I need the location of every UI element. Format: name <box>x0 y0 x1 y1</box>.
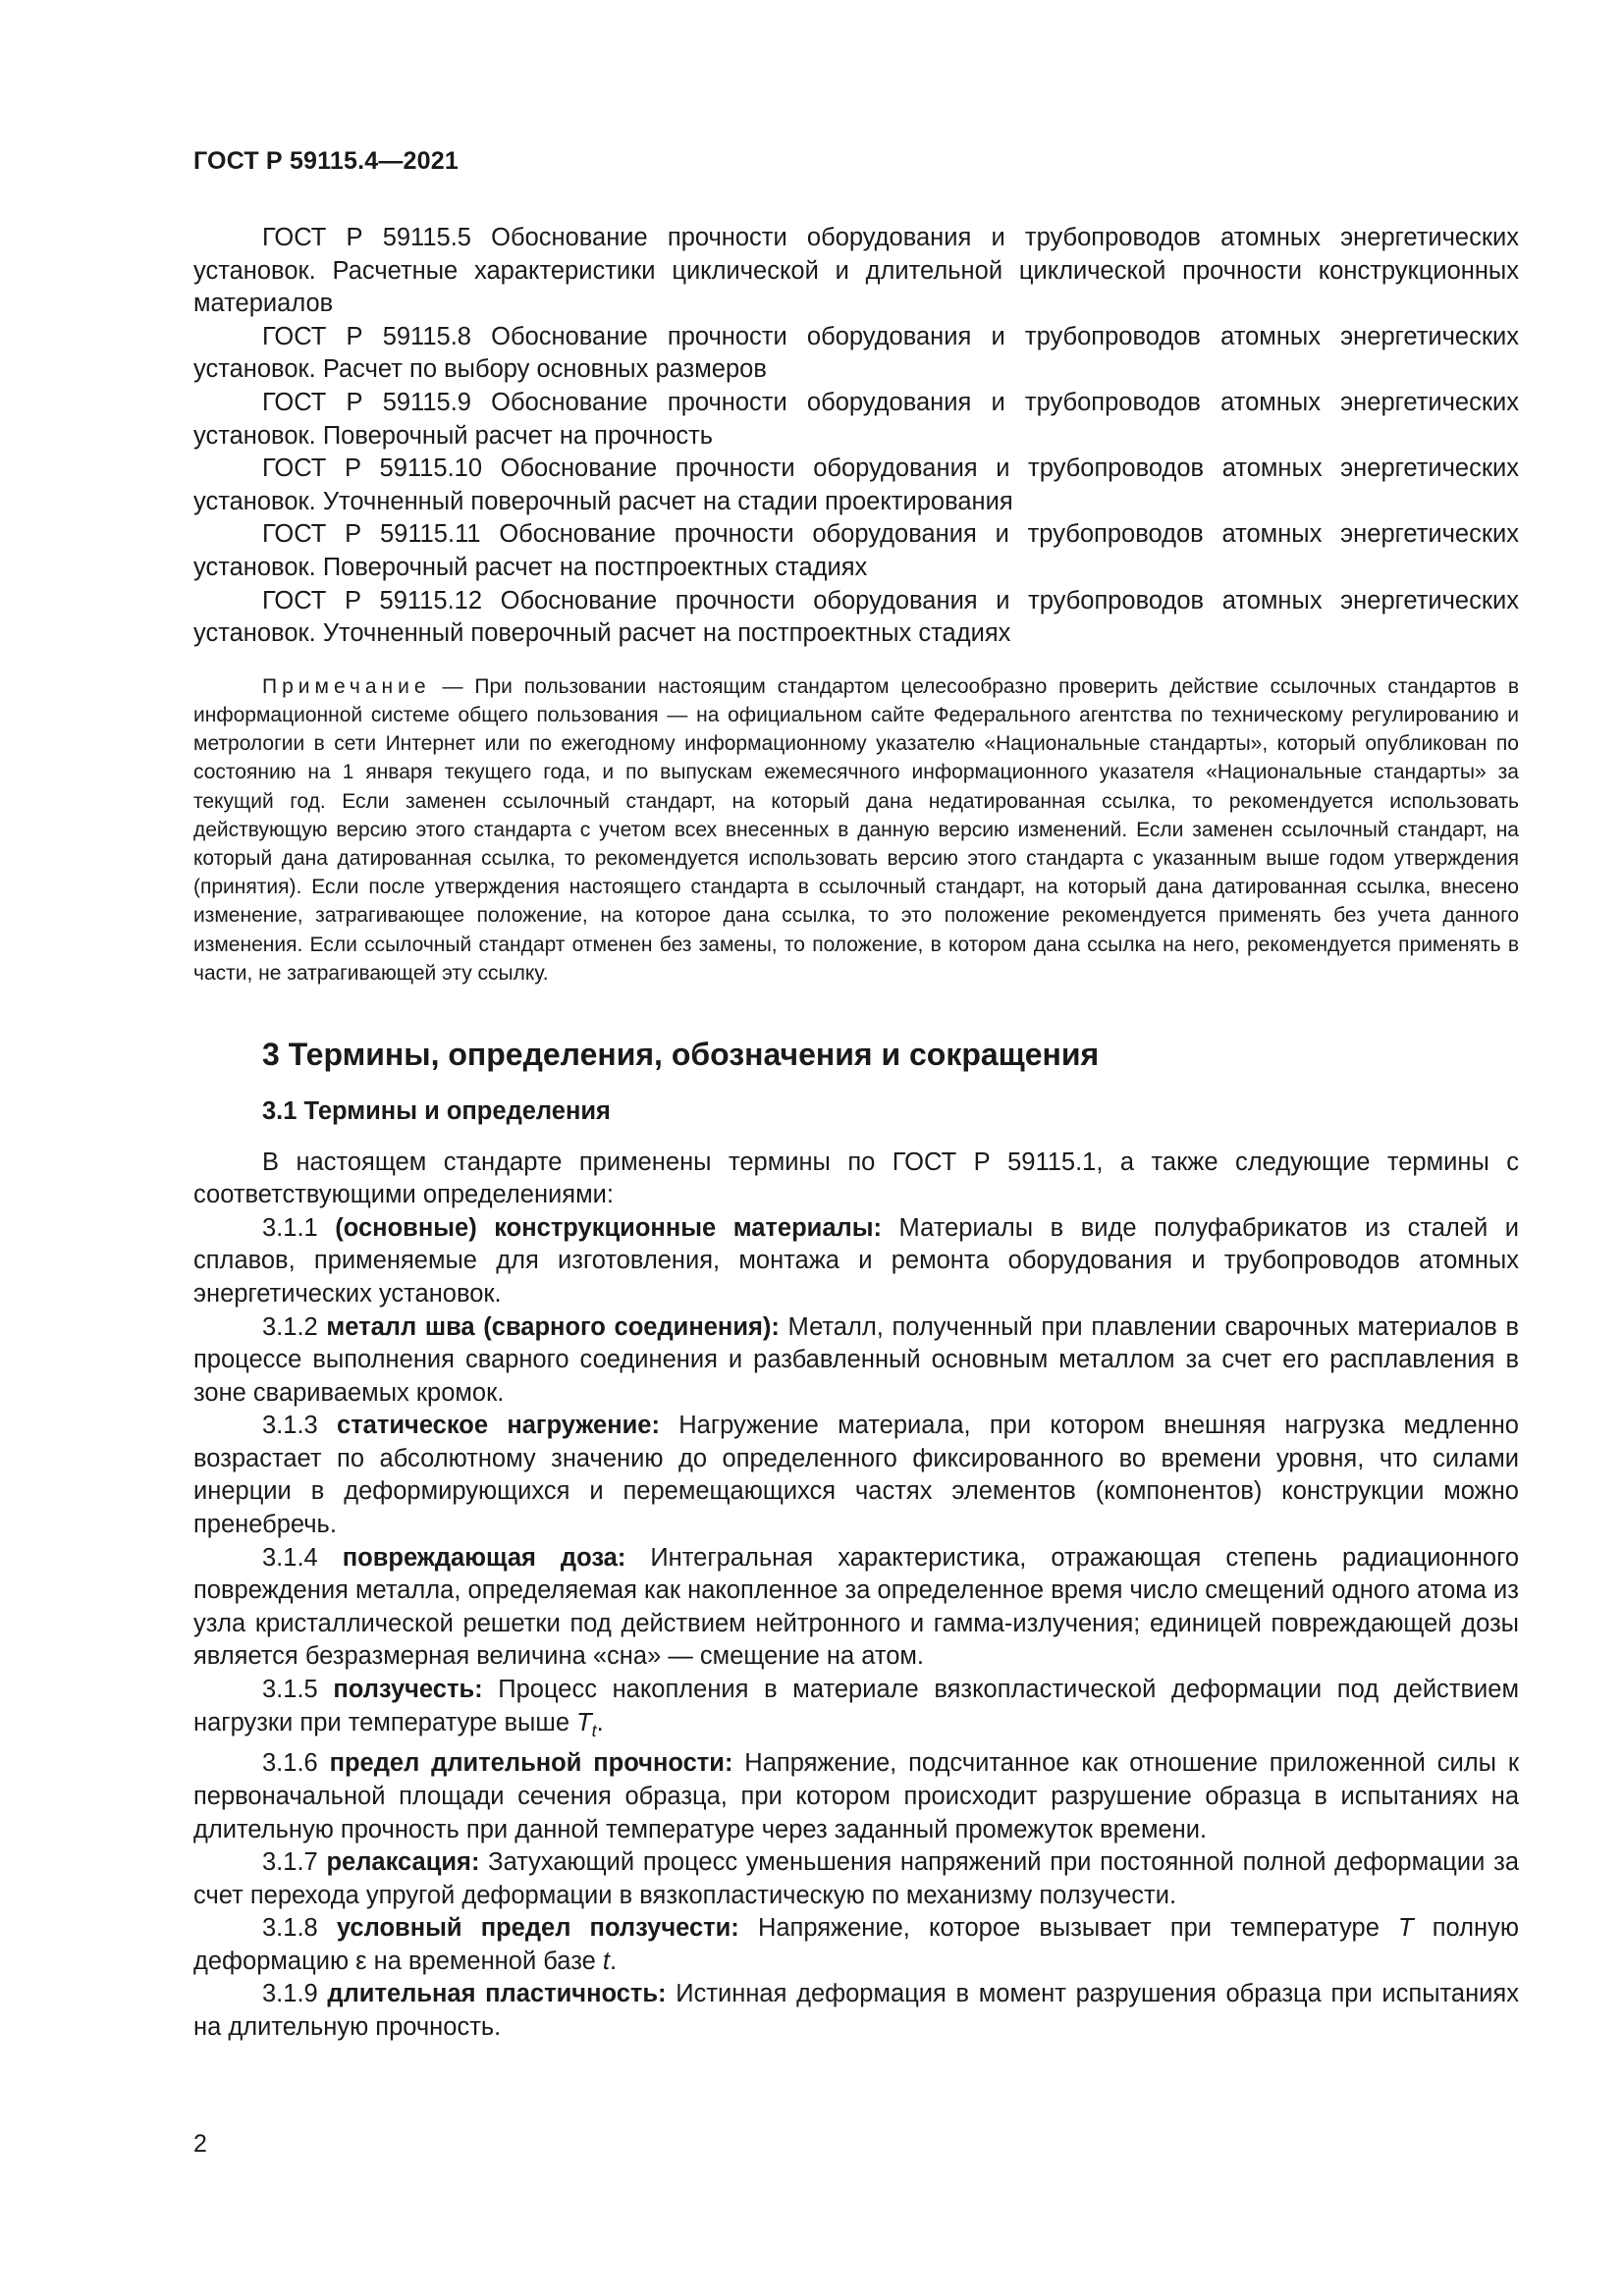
term-definition: Затухающий процесс уменьшения напряжений при постоянной полной деформации за счет перехода упругой деформации в вязкопластическую по механизму ползучести. <box>193 1848 1519 1909</box>
term-entry <box>193 1410 1519 1541</box>
term-number: 3.1.7 <box>262 1848 327 1877</box>
term-definition: Металл, полученный при плавлении сварочных материалов в процессе выполнения сварного соединения и разбавленный основным металлом за счет его расплавления в зоне свариваемых кромок. <box>193 1312 1519 1407</box>
term-definition: Напряжение, которое вызывает при температуре <box>738 1914 1399 1943</box>
term-number: 3.1.1 <box>262 1213 336 1242</box>
subsection-heading: 3.1 Термины и определения <box>262 1096 611 1125</box>
term-definition: Процесс накопления в материале вязкопластической деформации под действием нагрузки при температуре выше <box>193 1676 1519 1736</box>
term-name: релаксация: <box>326 1848 480 1877</box>
term-number: 3.1.2 <box>262 1312 327 1341</box>
term-definition-continued: полную деформацию ε на временной базе <box>193 1914 1519 1975</box>
term-name: предел длительной прочности: <box>329 1749 733 1778</box>
term-definition: Напряжение, подсчитанное как отношение приложенной силы к первоначальной площади сечения образца, при котором происходит разрушение образца в испытаниях на длительную прочность при данной температуре через заданный промежуток времени. <box>193 1749 1519 1843</box>
term-name: условный предел ползучести: <box>336 1914 739 1943</box>
term-name: ползучесть: <box>333 1676 483 1704</box>
reference-item: ГОСТ Р 59115.10 Обоснование прочности оборудования и трубопроводов атомных энергетических установок. Уточненный поверочный расчет на стадии проектирования <box>193 454 1519 515</box>
term-entry <box>193 1212 1519 1311</box>
reference-item: ГОСТ Р 59115.5 Обоснование прочности оборудования и трубопроводов атомных энергетических установок. Расчетные характеристики циклической и длительной циклической прочности конструкционных материалов <box>193 224 1519 318</box>
section-intro: В настоящем стандарте применены термины по ГОСТ Р 59115.1, а также следующие термины с соответствующими определениями: <box>193 1148 1519 1209</box>
reference-item: ГОСТ Р 59115.12 Обоснование прочности оборудования и трубопроводов атомных энергетических установок. Уточненный поверочный расчет на постпроектных стадиях <box>193 586 1519 648</box>
note-paragraph <box>193 672 1519 988</box>
note-text: — При пользовании настоящим стандартом целесообразно проверить действие ссылочных стандартов в информационной системе общего пользования — на официальном сайте Федерального агентства по техническому регулированию и метрологии в сети Интернет или по ежегодному информационному указателю «Национальные стандарты», который опубликован по состоянию на 1 января текущего года, и по выпускам ежемесячного информационного указателя «Национальные стандарты» за текущий год. Если заменен ссылочный стандарт, на который дана недатированная ссылка, то рекомендуется использовать действующую версию этого стандарта с учетом всех внесенных в данную версию изменений. Если заменен ссылочный стандарт, на который дана датированная ссылка, то рекомендуется использовать версию этого стандарта с указанным выше годом утверждения (принятия). Если после утверждения настоящего стандарта в ссылочный стандарт, на который дана датированная ссылка, внесено изменение, затрагивающее положение, на которое дана ссылка, то это положение рекомендуется применять без учета данного изменения. Если ссылочный стандарт отменен без замены, то положение, в котором дана ссылка на него, рекомендуется применять в части, не затрагивающей эту ссылку. <box>193 674 1519 985</box>
page-number: 2 <box>193 2130 207 2158</box>
term-name: статическое нагружение: <box>337 1412 660 1440</box>
reference-item: ГОСТ Р 59115.8 Обоснование прочности оборудования и трубопроводов атомных энергетических установок. Расчет по выбору основных размеров <box>193 322 1519 384</box>
term-number: 3.1.8 <box>262 1914 337 1943</box>
term-definition: Нагружение материала, при котором внешняя нагрузка медленно возрастает по абсолютному значению до определенного фиксированного во времени уровня, что силами инерции в деформирующихся и перемещающихся частях элементов (компонентов) конструкции можно пренебречь. <box>193 1412 1519 1539</box>
page-body <box>193 222 1519 2045</box>
term-number: 3.1.5 <box>262 1676 334 1704</box>
symbol-T: T <box>576 1708 592 1736</box>
term-entry <box>193 1311 1519 1411</box>
running-header: ГОСТ Р 59115.4—2021 <box>193 147 459 175</box>
term-entry <box>193 1846 1519 1912</box>
term-end: . <box>596 1708 604 1736</box>
term-entry <box>193 1542 1519 1674</box>
section-heading: 3 Термины, определения, обозначения и сокращения <box>262 1036 1100 1072</box>
term-entry <box>193 1674 1519 1747</box>
term-number: 3.1.3 <box>262 1412 338 1440</box>
term-definition: Интегральная характеристика, отражающая степень радиационного повреждения металла, определяемая как накопленное за определенное время число смещений одного атома из узла кристаллической решетки под действием нейтронного и гамма-излучения; единицей повреждающей дозы является безразмерная величина «сна» — смещение на атом. <box>193 1543 1519 1671</box>
term-end: . <box>609 1947 618 1975</box>
note-label: Примечание <box>262 674 431 698</box>
term-name: длительная пластичность: <box>327 1980 667 2008</box>
term-entry <box>193 1978 1519 2044</box>
term-number: 3.1.9 <box>262 1980 328 2008</box>
term-name: металл шва (сварного соединения): <box>326 1312 780 1341</box>
term-definition: Истинная деформация в момент разрушения образца при испытаниях на длительную прочность. <box>193 1980 1519 2042</box>
term-number: 3.1.6 <box>262 1749 330 1778</box>
term-entry <box>193 1747 1519 1846</box>
reference-list <box>193 222 1519 651</box>
term-number: 3.1.4 <box>262 1543 343 1572</box>
symbol-subscript-t: t <box>591 1720 597 1740</box>
symbol-T: T <box>1398 1914 1414 1943</box>
term-name: повреждающая доза: <box>342 1543 626 1572</box>
reference-item: ГОСТ Р 59115.11 Обоснование прочности оборудования и трубопроводов атомных энергетических установок. Поверочный расчет на постпроектных стадиях <box>193 520 1519 581</box>
term-definition: Материалы в виде полуфабрикатов из сталей и сплавов, применяемые для изготовления, монтажа и ремонта оборудования и трубопроводов атомных энергетических установок. <box>193 1213 1519 1308</box>
symbol-t: t <box>602 1947 610 1975</box>
reference-item: ГОСТ Р 59115.9 Обоснование прочности оборудования и трубопроводов атомных энергетических установок. Поверочный расчет на прочность <box>193 388 1519 450</box>
term-entry <box>193 1912 1519 1978</box>
term-name: (основные) конструкционные материалы: <box>335 1213 883 1242</box>
